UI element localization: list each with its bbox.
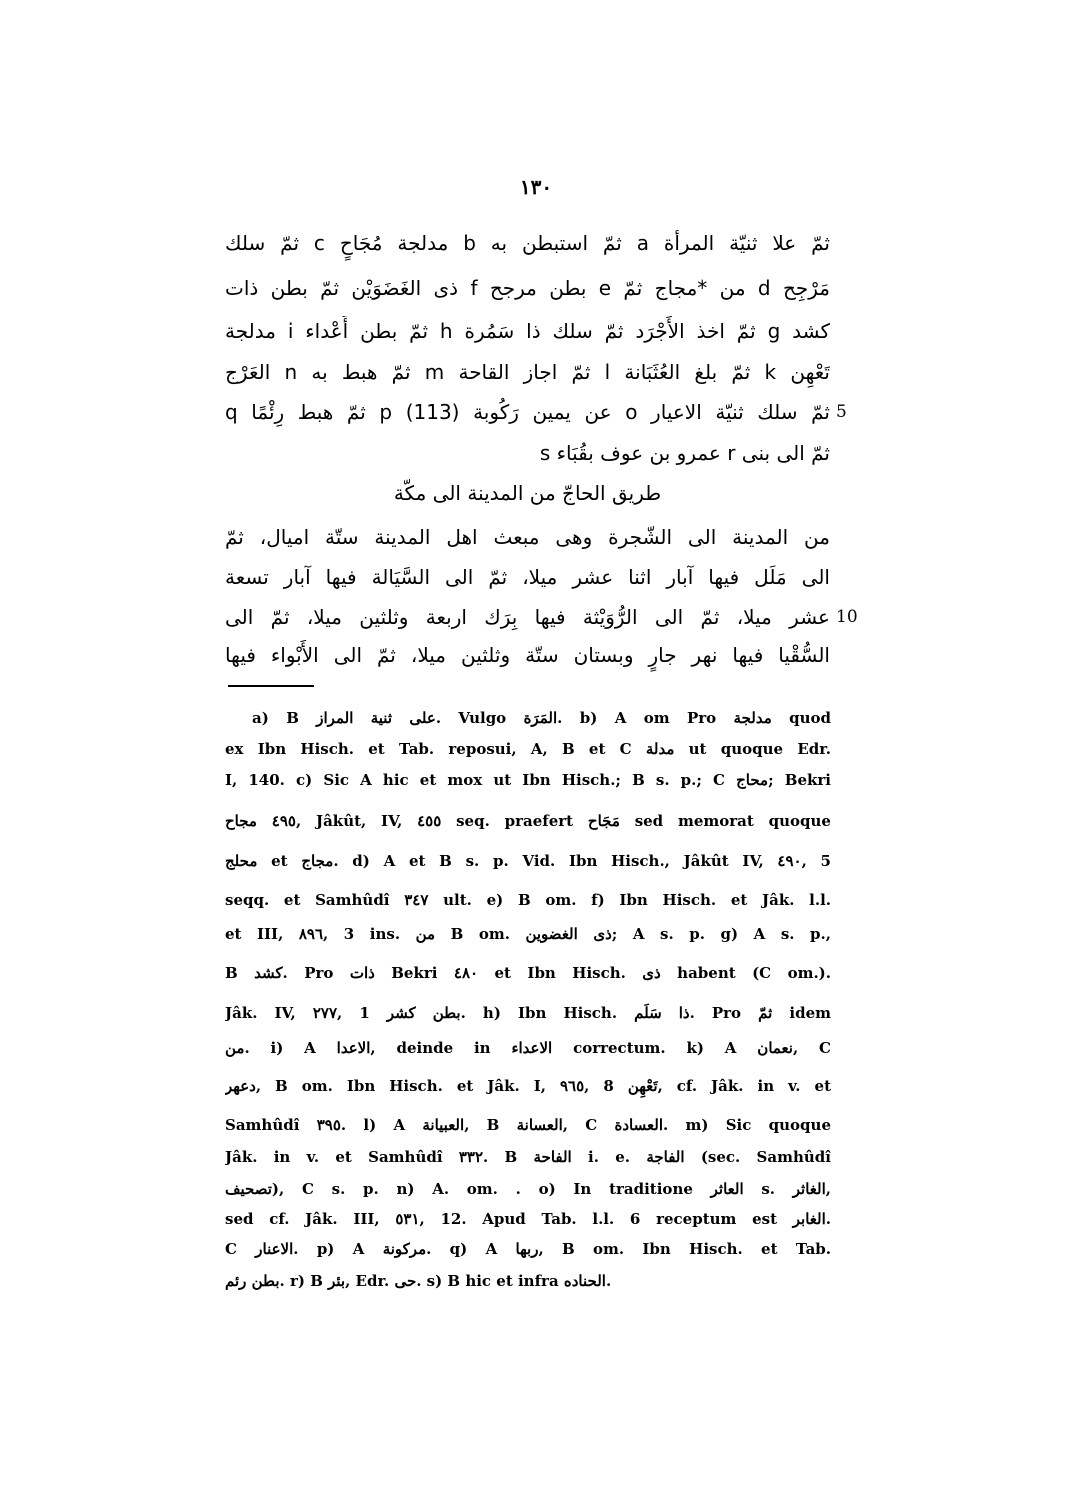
- footnote-line: et III, ٨٩٦, 3 ins. من B om. ذى الغضوين; A s. p. g) A s. p.,: [225, 925, 831, 943]
- footnote-line: محلج et مجاج. d) A et B s. p. Vid. Ibn Hisch., Jâkût IV, ٤٩٠, 5: [225, 852, 831, 870]
- body-line: كشد g ثمّ اخذ الأَجْرَد ثمّ سلك ذا سَمُرة h ثمّ بطن أَعْداء i مدلجة: [225, 319, 830, 343]
- footnote-line: Samhûdî ٣٩٥. l) A العبيانة, B العسانة, C العسادة. m) Sic quoque: [225, 1116, 831, 1134]
- footnote-line: Jâk. in v. et Samhûdî ٣٣٢. B الفاحة i. e. الفاجة (sec. Samhûdî: [225, 1148, 831, 1166]
- section-heading: طريق الحاجّ من المدينة الى مكّة: [393, 481, 662, 505]
- footnote-line: B كشد. Pro ذات Bekri ٤٨٠ et Ibn Hisch. ذى habent (C om.).: [225, 964, 831, 982]
- body-line: مَرْجِح d من *مجاج ثمّ e بطن مرجح f ذى الغَضَوَيْن ثمّ بطن ذات: [225, 276, 830, 300]
- footnote-line: ex Ibn Hisch. et Tab. reposui, A, B et C مدلة ut quoque Edr.: [225, 740, 831, 758]
- section-line: الى مَلَل فيها آبار اثنا عشر ميلا، ثمّ الى السَّيَالة فيها آبار تسعة: [225, 565, 830, 589]
- body-line: ثمّ علا ثنيّة المرأة a ثمّ استبطن به b مدلجة مُجَاحٍ c ثمّ سلك: [225, 231, 830, 255]
- footnote-separator: [228, 685, 314, 687]
- section-line: عشر ميلا، ثمّ الى الرُّوَيْثة فيها بِرَك اربعة وثلثين ميلا، ثمّ الى: [225, 605, 830, 629]
- section-line: من المدينة الى الشّجرة وهى مبعث اهل المدينة ستّة اميال، ثمّ: [225, 525, 830, 549]
- footnote-line: ٤٩٥ مجاح, Jâkût, IV, ٤٥٥ seq. praefert مَجَاح sed memorat quoque: [225, 812, 831, 830]
- page-number: ١٣٠: [519, 175, 553, 199]
- body-line: ثمّ سلك ثنيّة الاعيار o عن يمين رَكُوبة p (113) ثمّ هبط رِئْمًا q: [225, 400, 830, 424]
- body-line: ثمّ الى بنى r عمرو بن عوف بقُبَاء s: [539, 441, 830, 465]
- footnote-line: من. i) A الاعدا, deinde in الاعداء correctum. k) A نعمان, C: [225, 1039, 831, 1057]
- footnote-line: Jâk. IV, ٢٧٧, 1 بطن كشر. h) Ibn Hisch. ذا سَلَم. Pro ثمّ idem: [225, 1004, 831, 1022]
- footnote-line: sed cf. Jâk. III, ٥٣١, 12. Apud Tab. l.l. 6 receptum est الغابر.: [225, 1210, 831, 1228]
- line-number: 5: [836, 402, 847, 422]
- footnote-line: تصحيف), C s. p. n) A. om. . o) In traditione العاثر s. الغاثر,: [225, 1180, 831, 1198]
- section-line: السُّقْيا فيها نهر جارٍ وبستان ستّة وثلثين ميلا، ثمّ الى الأَبْواء فيها: [225, 643, 830, 667]
- footnote-line: a) B على ثنية المراز. Vulgo المَرَة. b) A om Pro مدلجة quod: [252, 709, 831, 727]
- footnote-line: seqq. et Samhûdî ٣٤٧ ult. e) B om. f) Ibn Hisch. et Jâk. l.l.: [225, 891, 831, 909]
- footnote-line: دعهر, B om. Ibn Hisch. et Jâk. I, ٩٦٥, 8 تَعْهِن, cf. Jâk. in v. et: [225, 1077, 831, 1095]
- footnote-line: C الاعنار. p) A مركونة. q) A ربها, B om. Ibn Hisch. et Tab.: [225, 1240, 831, 1258]
- footnote-line: بطن رئم. r) B بئر, Edr. حى. s) B hic et infra الحناده.: [225, 1272, 612, 1290]
- line-number: 10: [836, 607, 858, 627]
- body-line: تَعْهِن k ثمّ بلغ العُثَبَانة l ثمّ اجاز القاحة m ثمّ هبط به n العَرْج: [225, 360, 830, 384]
- footnote-line: I, 140. c) Sic A hic et mox ut Ibn Hisch.; B s. p.; C محاج; Bekri: [225, 771, 831, 789]
